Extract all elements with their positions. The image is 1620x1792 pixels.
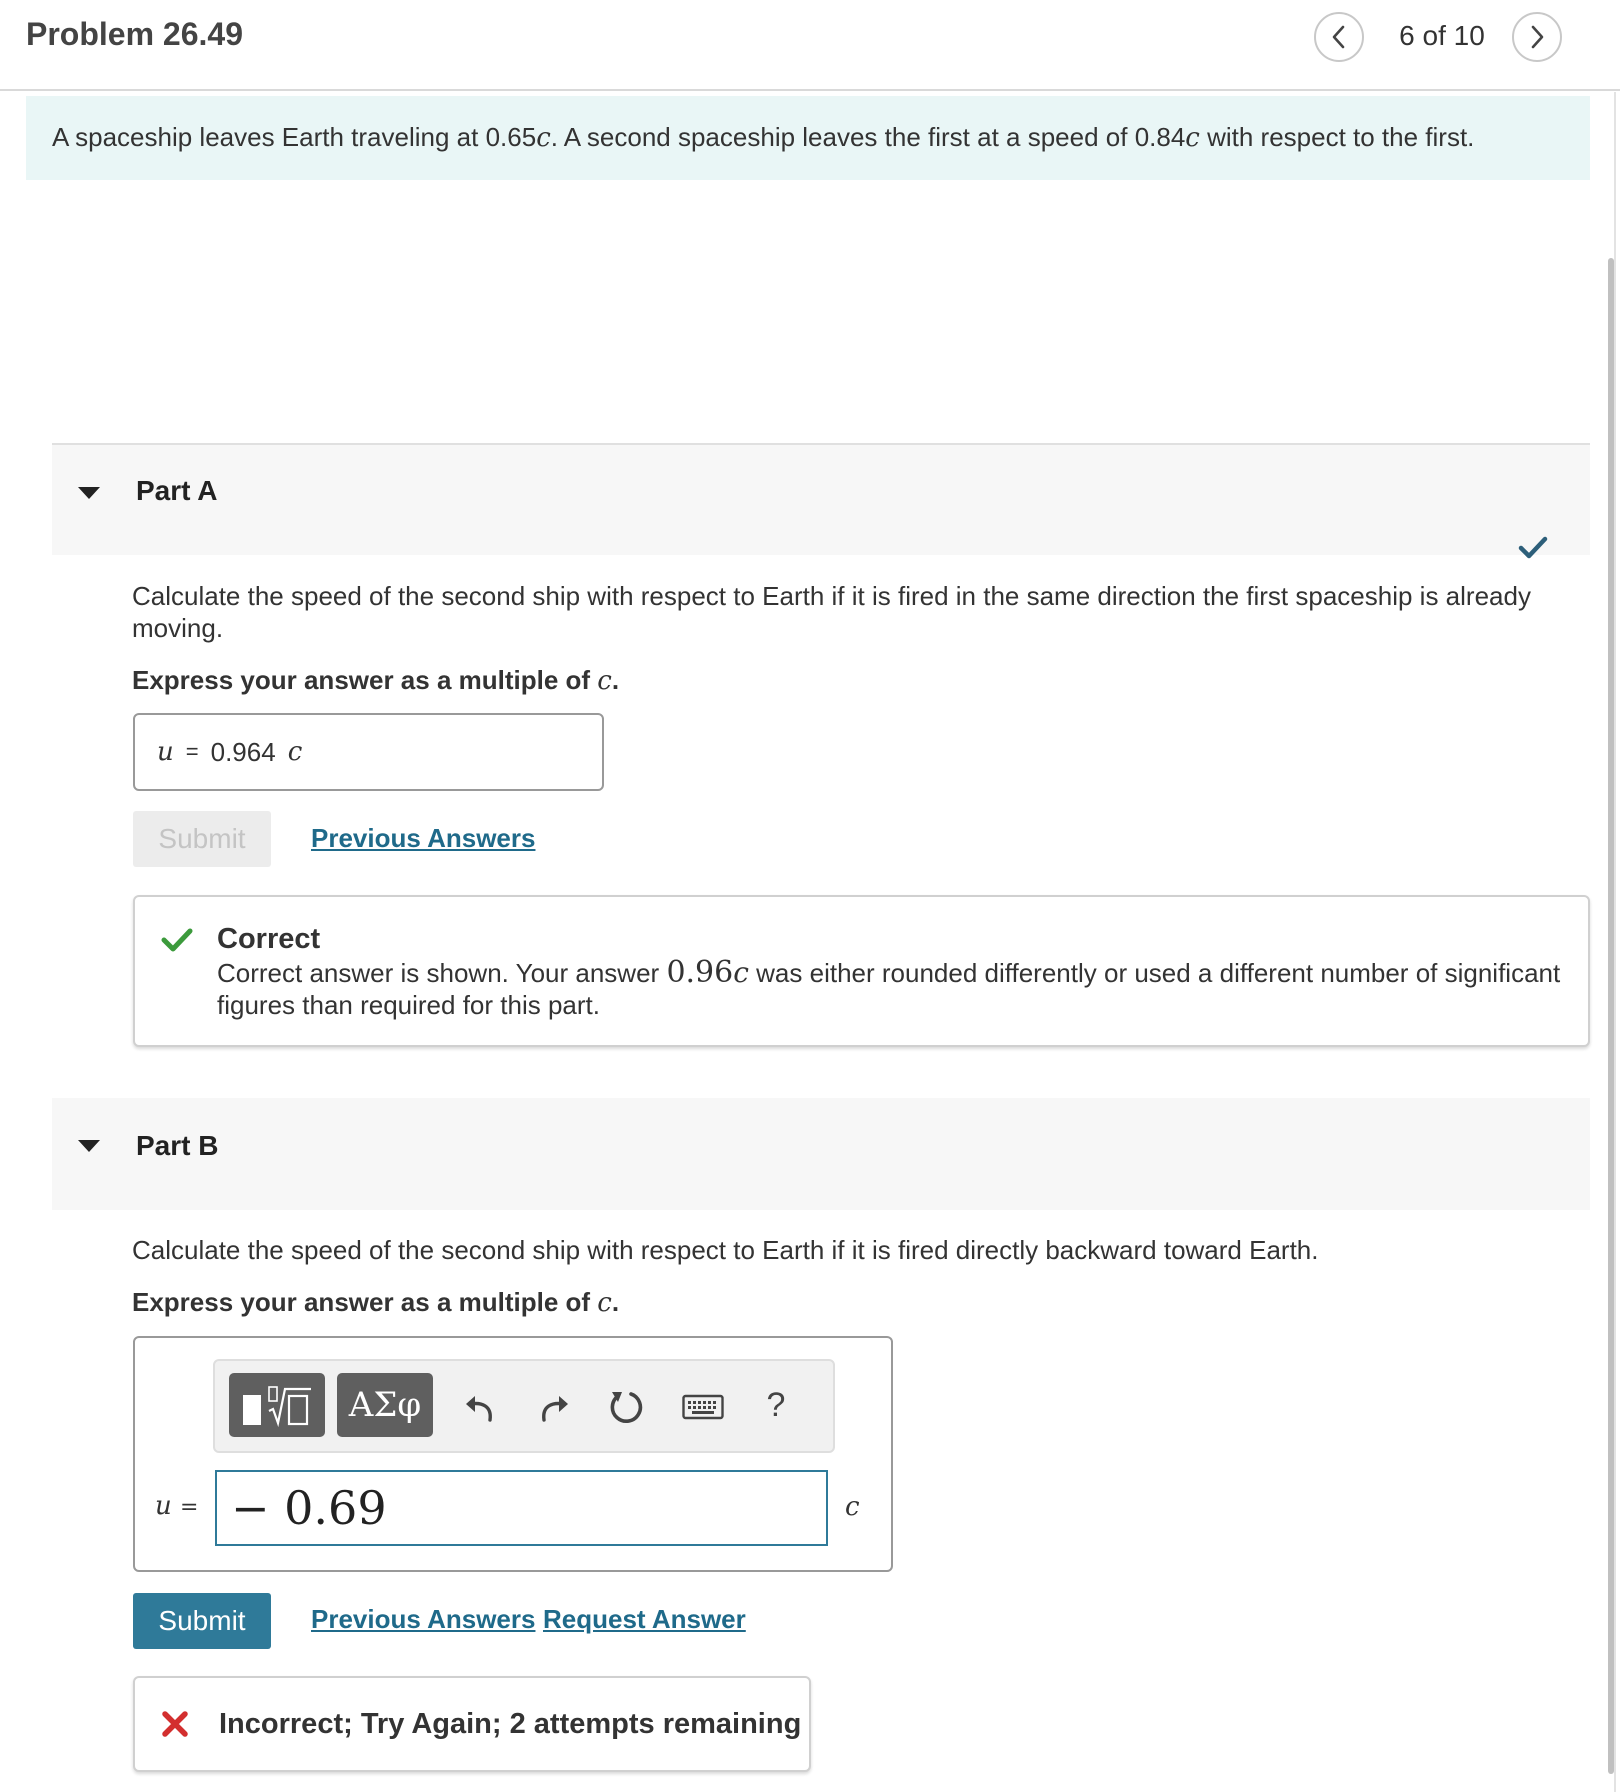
problem-title: Problem 26.49 [26,16,243,52]
part-b-express-instruction: Express your answer as a multiple of c. [132,1287,620,1318]
intro-text: A spaceship leaves Earth traveling at [52,122,486,152]
part-a-express-instruction: Express your answer as a multiple of c. [132,665,620,696]
part-b-question: Calculate the speed of the second ship with respect to Earth if it is fired directly backward toward Earth. [132,1235,1319,1265]
feedback-var: c [733,956,749,989]
part-a-previous-answers-link[interactable]: Previous Answers [311,823,536,853]
feedback-message: Correct answer is shown. Your answer 0.96c was either rounded differently or used a different number of significant figures than required for this part. [217,955,1561,1020]
part-b-answer-input[interactable]: − 0.69 [215,1470,828,1546]
part-b-header[interactable] [52,1098,1590,1210]
express-var: c [597,666,612,696]
part-a-header[interactable] [52,443,1590,555]
intro-c-symbol: c [536,123,551,153]
part-b-feedback [133,1676,811,1772]
scrollbar-thumb[interactable] [1608,258,1614,1774]
answer-unit: c [845,1492,860,1522]
part-a-answer-box [133,713,604,791]
part-b-previous-answers-link[interactable]: Previous Answers [311,1604,536,1634]
scrollbar-track[interactable] [1614,92,1616,1792]
part-a-title: Part A [136,475,218,506]
incorrect-x-icon [161,1710,189,1738]
problem-intro [26,96,1590,180]
previous-problem-button[interactable] [1314,12,1364,62]
part-b-title: Part B [136,1130,219,1161]
part-a-submit-button[interactable]: Submit [133,811,271,867]
chevron-left-icon [1328,24,1350,50]
part-a-feedback [133,895,1590,1047]
answer-variable: u = [155,1491,199,1521]
answer-unit: c [287,737,303,767]
request-answer-link[interactable]: Request Answer [543,1604,746,1634]
express-text: Express your answer as a multiple of [132,1287,598,1317]
redo-icon [536,1388,572,1424]
intro-text: . A second spaceship leaves the first at a speed of [550,122,1135,152]
keyboard-button[interactable] [675,1383,731,1431]
intro-speed-1: 0.65 [485,122,537,152]
undo-icon [462,1388,498,1424]
part-a-question: Calculate the speed of the second ship with respect to Earth if it is fired in the same direction the first spaceship is already moving. [132,581,1531,643]
problem-counter: 6 of 10 [1399,20,1485,51]
answer-variable: u [157,737,174,767]
help-button[interactable]: ? [766,1385,786,1424]
correct-check-icon [161,927,193,953]
reset-button[interactable] [601,1381,651,1431]
intro-text: with respect to the first. [1199,122,1475,152]
collapse-caret-icon[interactable] [78,1140,100,1152]
radical-template-icon [239,1381,315,1429]
feedback-value: 0.96 [666,955,734,990]
next-problem-button[interactable] [1512,12,1562,62]
collapse-caret-icon[interactable] [78,487,100,499]
incorrect-message: Incorrect; Try Again; 2 attempts remaining [219,1708,802,1740]
part-a-answer-value: 0.964 [210,736,276,767]
templates-button[interactable] [229,1373,325,1437]
feedback-title: Correct [217,923,321,955]
intro-speed-2: 0.84 [1134,122,1186,152]
reset-icon [607,1387,645,1425]
express-text: Express your answer as a multiple of [132,665,598,695]
chevron-right-icon [1526,24,1548,50]
express-var: c [597,1288,612,1318]
checkmark-icon [1518,535,1548,561]
math-editor-toolbar [213,1359,835,1453]
header-divider [0,89,1620,91]
redo-button[interactable] [529,1381,579,1431]
keyboard-icon [682,1393,724,1421]
part-b-submit-button[interactable]: Submit [133,1593,271,1649]
answer-equals: = [185,739,199,764]
undo-button[interactable] [455,1381,505,1431]
greek-symbols-button[interactable]: ΑΣφ [337,1373,433,1437]
intro-c-symbol: c [1185,123,1200,153]
